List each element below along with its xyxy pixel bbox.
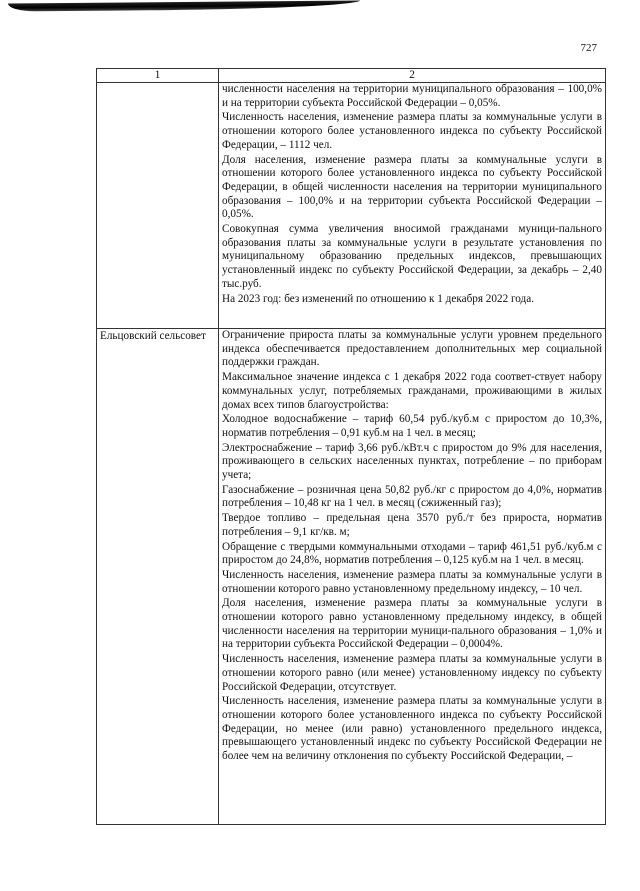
scan-edge-artifact	[8, 0, 360, 11]
paragraph: Электроснабжение – тариф 3,66 руб./кВт.ч с приростом до 9% для населения, проживающего в сельских населенных пунктах, потребление – по приборам учета;	[222, 441, 602, 482]
page-number: 727	[580, 42, 597, 54]
paragraph: Численность населения, изменение размера платы за коммунальные услуги в отношении которого более установленного индекса по субъекту Российской Федерации, – 1112 чел.	[222, 111, 602, 151]
paragraph: Численность населения, изменение размера платы за коммунальные услуги в отношении которого равно (или менее) установленному индексу по субъекту Российской Федерации, отсутствует.	[222, 653, 602, 693]
paragraph: Численность населения, изменение размера платы за коммунальные услуги в отношении которого равно установленному предельному индексу, – 10 чел.	[222, 568, 602, 595]
paragraph: Максимальное значение индекса с 1 декабря 2022 года соответ-ствует набору коммунальных услуг, потребляемых гражданами, проживающими в жилых домах всех типов благоустройства:	[222, 371, 602, 411]
document-table	[96, 68, 606, 825]
header-col-1: 1	[97, 69, 219, 83]
paragraph: На 2023 год: без изменений по отношению к 1 декабря 2022 года.	[222, 292, 535, 305]
row-name: Ельцовский сельсовет	[100, 330, 206, 342]
paragraph: Доля населения, изменение размера платы за коммунальные услуги в отношении которого равно установленному предельному индексу, в общей численности населения на территории муници-пального образования – 1,0% и на территории субъекта Российской Федерации – 0,0004%.	[222, 597, 602, 651]
table-header-row	[97, 69, 606, 83]
paragraph: Доля населения, изменение размера платы за коммунальные услуги в отношении которого более установленного индекса по субъекту Российской Федерации, в общей численности населения на территории муниципального образования – 100,0% и на территории субъекта Российской Федерации – 0,05%.	[222, 153, 602, 221]
paragraph: Обращение с твердыми коммунальными отходами – тариф 461,51 руб./куб.м с приростом до 24,8%, норматив потребления – 0,125 куб.м на 1 чел. в месяц.	[222, 540, 602, 567]
paragraph: Численность населения, изменение размера платы за коммунальные услуги в отношении которого более установленного индекса по субъекту Российской Федерации, но менее (или равно) установленного предельного индекса, превышающего установленный индекс по субъекту Российской Федерации не более чем на величину отклонения по субъекту Российской Федерации, –	[222, 695, 602, 763]
table-row	[97, 83, 606, 329]
paragraph: численности населения на территории муниципального образования – 100,0% и на территории субъекта Российской Федерации – 0,05%.	[222, 83, 602, 109]
row-content-cell	[219, 83, 606, 329]
paragraph: Совокупная сумма увеличения вносимой гражданами муници-пального образования платы за коммунальные услуги в результате установления по муниципальному образованию предельных индексов, превышающих установленный индекс по субъекту Российской Федерации, за декабрь – 2,40 тыс.руб.	[222, 223, 602, 290]
row-content-cell	[219, 329, 606, 825]
table-row	[97, 329, 606, 825]
row-name-cell	[97, 83, 219, 329]
paragraph: Холодное водоснабжение – тариф 60,54 руб./куб.м с приростом до 10,3%, норматив потребления – 0,91 куб.м на 1 чел. в месяц;	[222, 413, 602, 439]
row-name-cell	[97, 329, 219, 825]
paragraph: Газоснабжение – розничная цена 50,82 руб./кг с приростом до 4,0%, норматив потребления – 10,48 кг на 1 чел. в месяц (сжиженный газ);	[222, 483, 602, 510]
paragraph: Твердое топливо – предельная цена 3570 руб./т без прироста, норматив потребления – 9,1 кг/кв. м;	[222, 512, 602, 538]
header-col-2: 2	[219, 69, 606, 83]
paragraph: Ограничение прироста платы за коммунальные услуги уровнем предельного индекса обеспечивается предоставлением дополнительных мер социальной поддержки граждан.	[222, 329, 602, 369]
